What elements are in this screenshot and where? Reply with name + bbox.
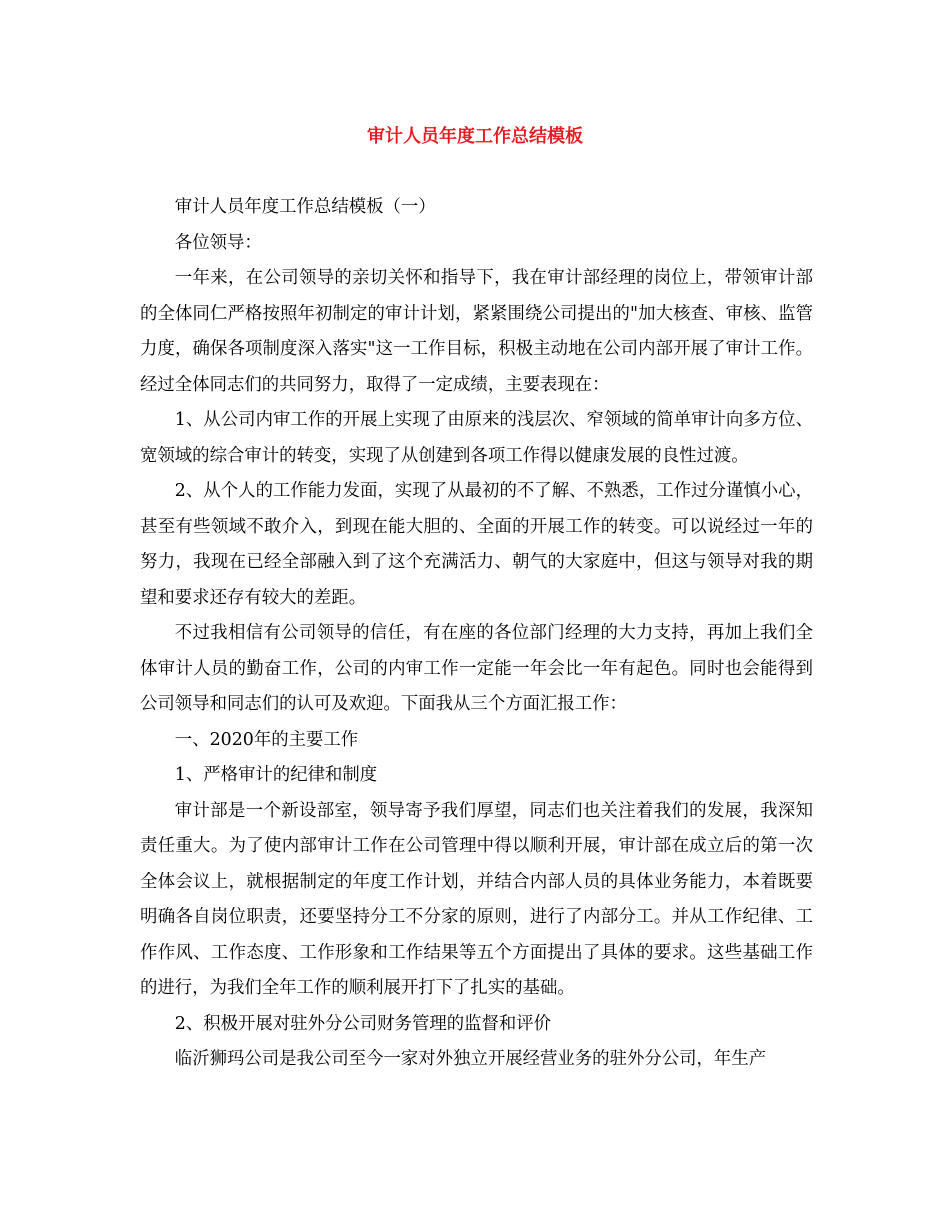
- paragraph-salutation: 各位领导：: [174, 232, 262, 253]
- section-heading: 一、2020年的主要工作: [174, 729, 359, 750]
- subsection-heading-2: 2、积极开展对驻外分公司财务管理的监督和评价: [174, 1013, 552, 1034]
- document-title: 审计人员年度工作总结模板: [367, 126, 583, 147]
- paragraph-subtitle: 审计人员年度工作总结模板（一）: [174, 197, 436, 217]
- paragraph-discipline: 审计部是一个新设部室，领导寄予我们厚望，同志们也关注着我们的发展，我深知责任重大。为了使内部审计工作在公司管理中得以顺利开展，审计部在成立后的第一次全体会议上，就根据制定的年度工作计划，并结合内部人员的具体业务能力，本着既要明确各自岗位职责，还要坚持分工不分家的原则，进行了内部分工。并从工作纪律、工作作风、工作态度、工作形象和工作结果等五个方面提出了具体的要求。这些基础工作的进行，为我们全年工作的顺利展开打下了扎实的基础。: [140, 800, 813, 998]
- paragraph-point-1: 1、从公司内审工作的开展上实现了由原来的浅层次、窄领域的简单审计向多方位、宽领域的综合审计的转变，实现了从创建到各项工作得以健康发展的良性过渡。: [140, 410, 813, 466]
- subsection-heading-1: 1、严格审计的纪律和制度: [174, 765, 378, 785]
- document-body: [140, 190, 813, 1078]
- paragraph-point-2: 2、从个人的工作能力发面，实现了从最初的不了解、不熟悉，工作过分谨慎小心，甚至有些领域不敢介入，到现在能大胆的、全面的开展工作的转变。可以说经过一年的努力，我现在已经全部融入到了这个充满活力、朝气的大家庭中，但这与领导对我的期望和要求还存有较大的差距。: [140, 481, 813, 608]
- paragraph-intro: 一年来，在公司领导的亲切关怀和指导下，我在审计部经理的岗位上，带领审计部的全体同仁严格按照年初制定的审计计划，紧紧围绕公司提出的"加大核查、审核、监管力度，确保各项制度深入落实"这一工作目标，积极主动地在公司内部开展了审计工作。经过全体同志们的共同努力，取得了一定成绩，主要表现在：: [140, 268, 813, 395]
- paragraph-outlook: 不过我相信有公司领导的信任，有在座的各位部门经理的大力支持，再加上我们全体审计人员的勤奋工作，公司的内审工作一定能一年会比一年有起色。同时也会能得到公司领导和同志们的认可及欢迎。下面我从三个方面汇报工作：: [140, 623, 813, 714]
- paragraph-branch: 临沂狮玛公司是我公司至今一家对外独立开展经营业务的驻外分公司，年生产: [174, 1049, 767, 1069]
